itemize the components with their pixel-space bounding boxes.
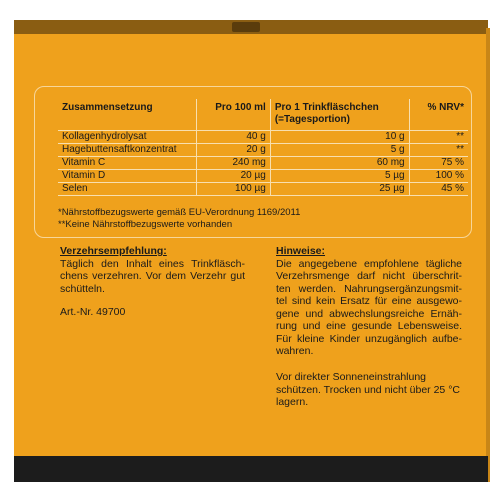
header-per-bottle (270, 99, 409, 131)
box-side-shadow (486, 28, 490, 482)
article-number: Art.-Nr. 49700 (60, 306, 126, 318)
cell-per-100ml: 20 g (197, 144, 271, 157)
lid-tab (232, 22, 260, 32)
cell-per-bottle: 60 mg (270, 157, 409, 170)
cell-name: Vitamin C (58, 157, 197, 170)
table-row (58, 144, 468, 157)
table-row (58, 131, 468, 144)
bottom-band (14, 456, 488, 482)
header-per-bottle-sub: (=Tagesportion) (274, 114, 350, 125)
cell-per-100ml: 100 µg (197, 183, 271, 196)
notes-title: Hinweise: (276, 245, 326, 257)
header-per-bottle-label: Pro 1 Trinkfläschchen (274, 102, 379, 113)
cell-nrv: ** (456, 144, 464, 155)
cell-per-bottle: 5 µg (270, 170, 409, 183)
usage-title: Verzehrsempfehlung: (60, 245, 167, 257)
cell-name: Vitamin D (58, 170, 197, 183)
footnote-nrv: *Nährstoffbezugswerte gemäß EU-Verordnung 1169/2011 (58, 207, 301, 218)
cell-per-100ml: 20 µg (197, 170, 271, 183)
cell-name: Kollagenhydrolysat (58, 131, 197, 144)
header-composition: Zusammensetzung (58, 99, 197, 131)
usage-section (60, 245, 245, 295)
notes-section (276, 245, 462, 358)
cell-name: Hagebuttensaftkonzentrat (58, 144, 197, 157)
cell-per-bottle: 25 µg (270, 183, 409, 196)
table-row (58, 157, 468, 170)
footnote-no-nrv: **Keine Nährstoffbezugswerte vorhanden (58, 219, 233, 230)
cell-nrv: 75 % (441, 157, 464, 168)
table-header-row (58, 99, 468, 131)
header-per-100ml: Pro 100 ml (197, 99, 271, 131)
cell-nrv: 45 % (441, 183, 464, 194)
nutrition-table (58, 99, 468, 196)
cell-per-bottle: 5 g (270, 144, 409, 157)
cell-nrv: ** (456, 131, 464, 142)
box-lid-edge (14, 20, 488, 34)
cell-per-bottle: 10 g (270, 131, 409, 144)
cell-per-100ml: 40 g (197, 131, 271, 144)
cell-nrv: 100 % (435, 170, 464, 181)
table-row (58, 183, 468, 196)
table-row (58, 170, 468, 183)
storage-note: Vor direkter Sonneneinstrahlung schützen. Trocken und nicht über 25 °C lagern. (276, 371, 460, 408)
cell-name: Selen (58, 183, 197, 196)
cell-per-100ml: 240 mg (197, 157, 271, 170)
header-nrv: % NRV* (427, 102, 464, 113)
usage-text: Täglich den Inhalt eines Trinkfläsch-chens verzehren. Vor dem Verzehr gut schütteln. (60, 257, 245, 295)
notes-text: Die angegebene empfohlene tägliche Verzehrsmenge darf nicht überschrit-ten werden. Nahrungsergänzungsmit-tel sind kein Ersatz für eine ausgewo-gene und abwechslungsreiche Ernäh-rung und eine gesunde Lebensweise. Für kleine Kinder unzugänglich aufbe-wahren. (276, 257, 462, 357)
